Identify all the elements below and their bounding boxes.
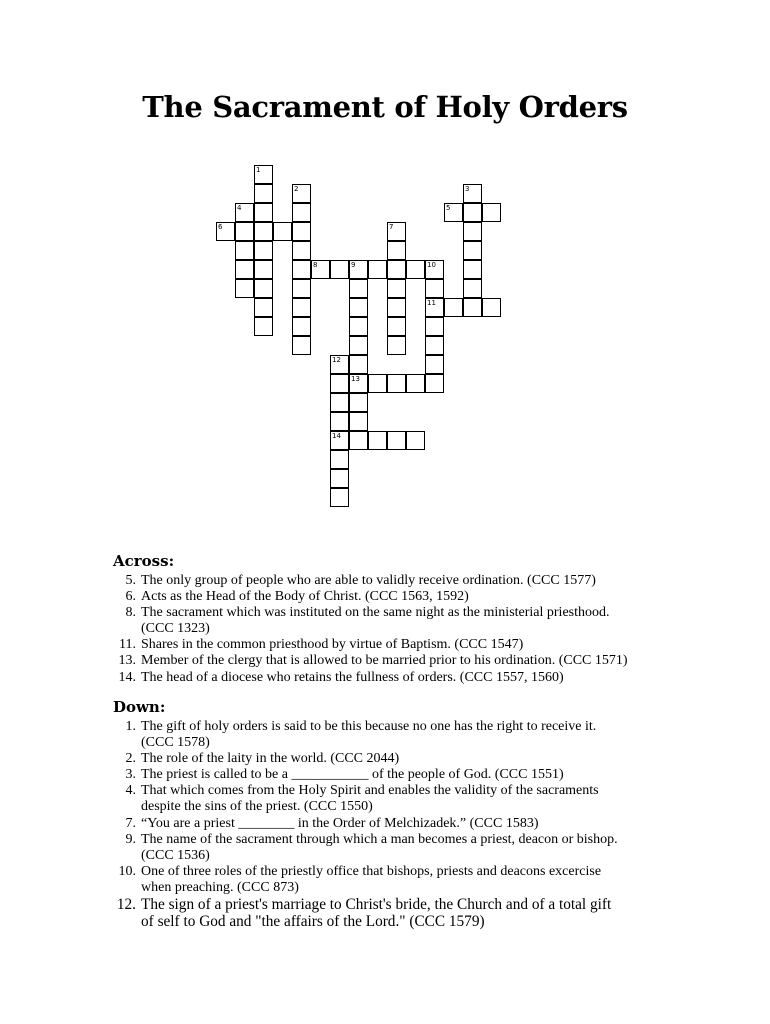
grid-cell[interactable] (330, 469, 349, 488)
clue-number: 2 (294, 185, 299, 193)
across-clue (113, 653, 673, 669)
clue-text: The sacrament which was instituted on the same night as the ministerial priesthood. (CCC 1323) (141, 605, 610, 637)
grid-cell[interactable] (425, 355, 444, 374)
grid-cell[interactable] (292, 317, 311, 336)
grid-cell[interactable] (349, 336, 368, 355)
grid-cell[interactable] (387, 260, 406, 279)
clue-number: 11 (427, 299, 436, 307)
clue-number: 13 (351, 375, 360, 383)
across-clue (113, 573, 673, 589)
clue-text: One of three roles of the priestly office that bishops, priests and deacons excercise when preaching. (CCC 873) (141, 863, 602, 895)
grid-cell[interactable] (349, 393, 368, 412)
grid-cell[interactable] (463, 241, 482, 260)
grid-cell[interactable] (406, 260, 425, 279)
grid-cell[interactable] (235, 241, 254, 260)
clue-number-label: 6. (125, 589, 136, 605)
grid-cell[interactable] (254, 317, 273, 336)
grid-cell[interactable] (368, 374, 387, 393)
grid-cell[interactable] (254, 260, 273, 279)
grid-cell[interactable] (349, 355, 368, 374)
grid-cell[interactable] (387, 336, 406, 355)
across-heading: Across: (113, 552, 175, 570)
clue-number-label: 12. (116, 896, 136, 914)
across-clue (113, 670, 673, 686)
grid-cell[interactable] (425, 260, 444, 279)
down-clue (113, 751, 673, 767)
grid-cell[interactable] (387, 298, 406, 317)
grid-cell[interactable] (406, 374, 425, 393)
across-clue (113, 605, 673, 637)
grid-cell[interactable] (235, 279, 254, 298)
clue-text: The priest is called to be a ___________ of the people of God. (CCC 1551) (141, 767, 564, 783)
across-clue-list (113, 573, 673, 686)
grid-cell[interactable] (463, 222, 482, 241)
clue-number: 8 (313, 261, 318, 269)
clue-number-label: 10. (118, 863, 136, 879)
clue-number-label: 3. (125, 767, 136, 783)
down-clue (113, 816, 673, 832)
grid-cell[interactable] (425, 279, 444, 298)
clue-text: Acts as the Head of the Body of Christ. (CCC 1563, 1592) (141, 589, 469, 605)
clue-number: 4 (237, 204, 242, 212)
clue-text: The sign of a priest's marriage to Christ's bride, the Church and of a total gift of self to God and "the affairs of the Lord." (CCC 1579) (141, 896, 612, 931)
grid-cell[interactable] (425, 374, 444, 393)
grid-cell[interactable] (254, 184, 273, 203)
grid-cell[interactable] (292, 298, 311, 317)
grid-cell[interactable] (463, 184, 482, 203)
down-clue (113, 767, 673, 783)
clue-number: 1 (256, 166, 261, 174)
clue-number: 10 (427, 261, 436, 269)
grid-cell[interactable] (463, 260, 482, 279)
grid-cell[interactable] (330, 393, 349, 412)
down-clue-list (113, 719, 673, 930)
clue-number: 7 (389, 223, 394, 231)
grid-cell[interactable] (330, 374, 349, 393)
across-clues (113, 552, 673, 686)
clue-number-label: 13. (118, 653, 136, 669)
clue-number: 5 (446, 204, 451, 212)
grid-cell[interactable] (463, 203, 482, 222)
down-clues (113, 698, 673, 930)
grid-cell[interactable] (425, 336, 444, 355)
clue-number-label: 1. (125, 719, 136, 734)
grid-cell[interactable] (482, 203, 501, 222)
grid-cell[interactable] (349, 260, 368, 279)
clue-text: The only group of people who are able to validly receive ordination. (CCC 1577) (141, 573, 596, 588)
grid-cell[interactable] (330, 488, 349, 507)
grid-cell[interactable] (273, 222, 292, 241)
clue-number-label: 8. (125, 605, 136, 621)
clue-number-label: 9. (125, 831, 136, 847)
grid-cell[interactable] (330, 431, 349, 450)
grid-cell[interactable] (330, 355, 349, 374)
page-title: The Sacrament of Holy Orders (142, 90, 628, 124)
clue-number: 6 (218, 223, 223, 231)
clue-text: Shares in the common priesthood by virtue of Baptism. (CCC 1547) (141, 637, 524, 653)
grid-cell[interactable] (387, 241, 406, 260)
clue-number: 9 (351, 261, 356, 269)
grid-cell[interactable] (254, 165, 273, 184)
grid-cell[interactable] (463, 279, 482, 298)
clue-number-label: 7. (125, 815, 136, 831)
clue-number-label: 2. (125, 751, 136, 767)
clue-number-label: 14. (118, 669, 136, 685)
grid-cell[interactable] (235, 260, 254, 279)
clue-number: 14 (332, 432, 341, 440)
grid-cell[interactable] (235, 222, 254, 241)
grid-cell[interactable] (349, 298, 368, 317)
down-clue (113, 832, 673, 864)
grid-cell[interactable] (254, 203, 273, 222)
grid-cell[interactable] (330, 260, 349, 279)
grid-cell[interactable] (444, 203, 463, 222)
grid-cell[interactable] (425, 298, 444, 317)
across-clue (113, 589, 673, 605)
clue-text: The head of a diocese who retains the fullness of orders. (CCC 1557, 1560) (141, 669, 564, 685)
grid-cell[interactable] (330, 450, 349, 469)
down-heading: Down: (113, 698, 166, 716)
grid-cell[interactable] (292, 203, 311, 222)
grid-cell[interactable] (368, 431, 387, 450)
grid-cell[interactable] (349, 279, 368, 298)
clue-text: Member of the clergy that is allowed to be married prior to his ordination. (CCC 1571) (141, 653, 628, 669)
clue-text: The role of the laity in the world. (CCC 2044) (141, 751, 400, 767)
grid-cell[interactable] (387, 317, 406, 336)
clue-number-label: 5. (125, 573, 136, 588)
clue-number: 12 (332, 356, 341, 364)
grid-cell[interactable] (292, 336, 311, 355)
grid-cell[interactable] (387, 279, 406, 298)
grid-cell[interactable] (235, 203, 254, 222)
grid-cell[interactable] (349, 317, 368, 336)
grid-cell[interactable] (463, 298, 482, 317)
grid-cell[interactable] (292, 222, 311, 241)
grid-cell[interactable] (254, 222, 273, 241)
grid-cell[interactable] (292, 260, 311, 279)
grid-cell[interactable] (292, 241, 311, 260)
clue-number-label: 11. (119, 637, 136, 653)
grid-cell[interactable] (387, 431, 406, 450)
clue-text: The gift of holy orders is said to be this because no one has the right to receive it. (CCC 1578) (141, 719, 597, 751)
grid-cell[interactable] (444, 298, 463, 317)
grid-cell[interactable] (330, 412, 349, 431)
grid-cell[interactable] (349, 431, 368, 450)
grid-cell[interactable] (387, 374, 406, 393)
grid-cell[interactable] (482, 298, 501, 317)
down-clue (113, 719, 673, 751)
clue-number-label: 4. (125, 783, 136, 799)
grid-cell[interactable] (254, 241, 273, 260)
grid-cell[interactable] (349, 412, 368, 431)
down-clue (113, 864, 673, 896)
grid-cell[interactable] (311, 260, 330, 279)
down-clue (113, 896, 673, 930)
across-clue (113, 637, 673, 653)
grid-cell[interactable] (216, 222, 235, 241)
clue-text: The name of the sacrament through which a man becomes a priest, deacon or bishop. (CCC 1536) (141, 831, 618, 863)
grid-cell[interactable] (425, 317, 444, 336)
down-clue (113, 783, 673, 815)
clue-text: That which comes from the Holy Spirit and enables the validity of the sacraments despite the sins of the priest. (CCC 1550) (141, 783, 599, 815)
clue-number: 3 (465, 185, 470, 193)
grid-cell[interactable] (406, 431, 425, 450)
grid-cell[interactable] (387, 222, 406, 241)
grid-cell[interactable] (349, 374, 368, 393)
grid-cell[interactable] (292, 184, 311, 203)
grid-cell[interactable] (254, 279, 273, 298)
grid-cell[interactable] (292, 279, 311, 298)
grid-cell[interactable] (368, 260, 387, 279)
grid-cell[interactable] (254, 298, 273, 317)
clue-text: “You are a priest ________ in the Order of Melchizadek.” (CCC 1583) (141, 815, 539, 831)
